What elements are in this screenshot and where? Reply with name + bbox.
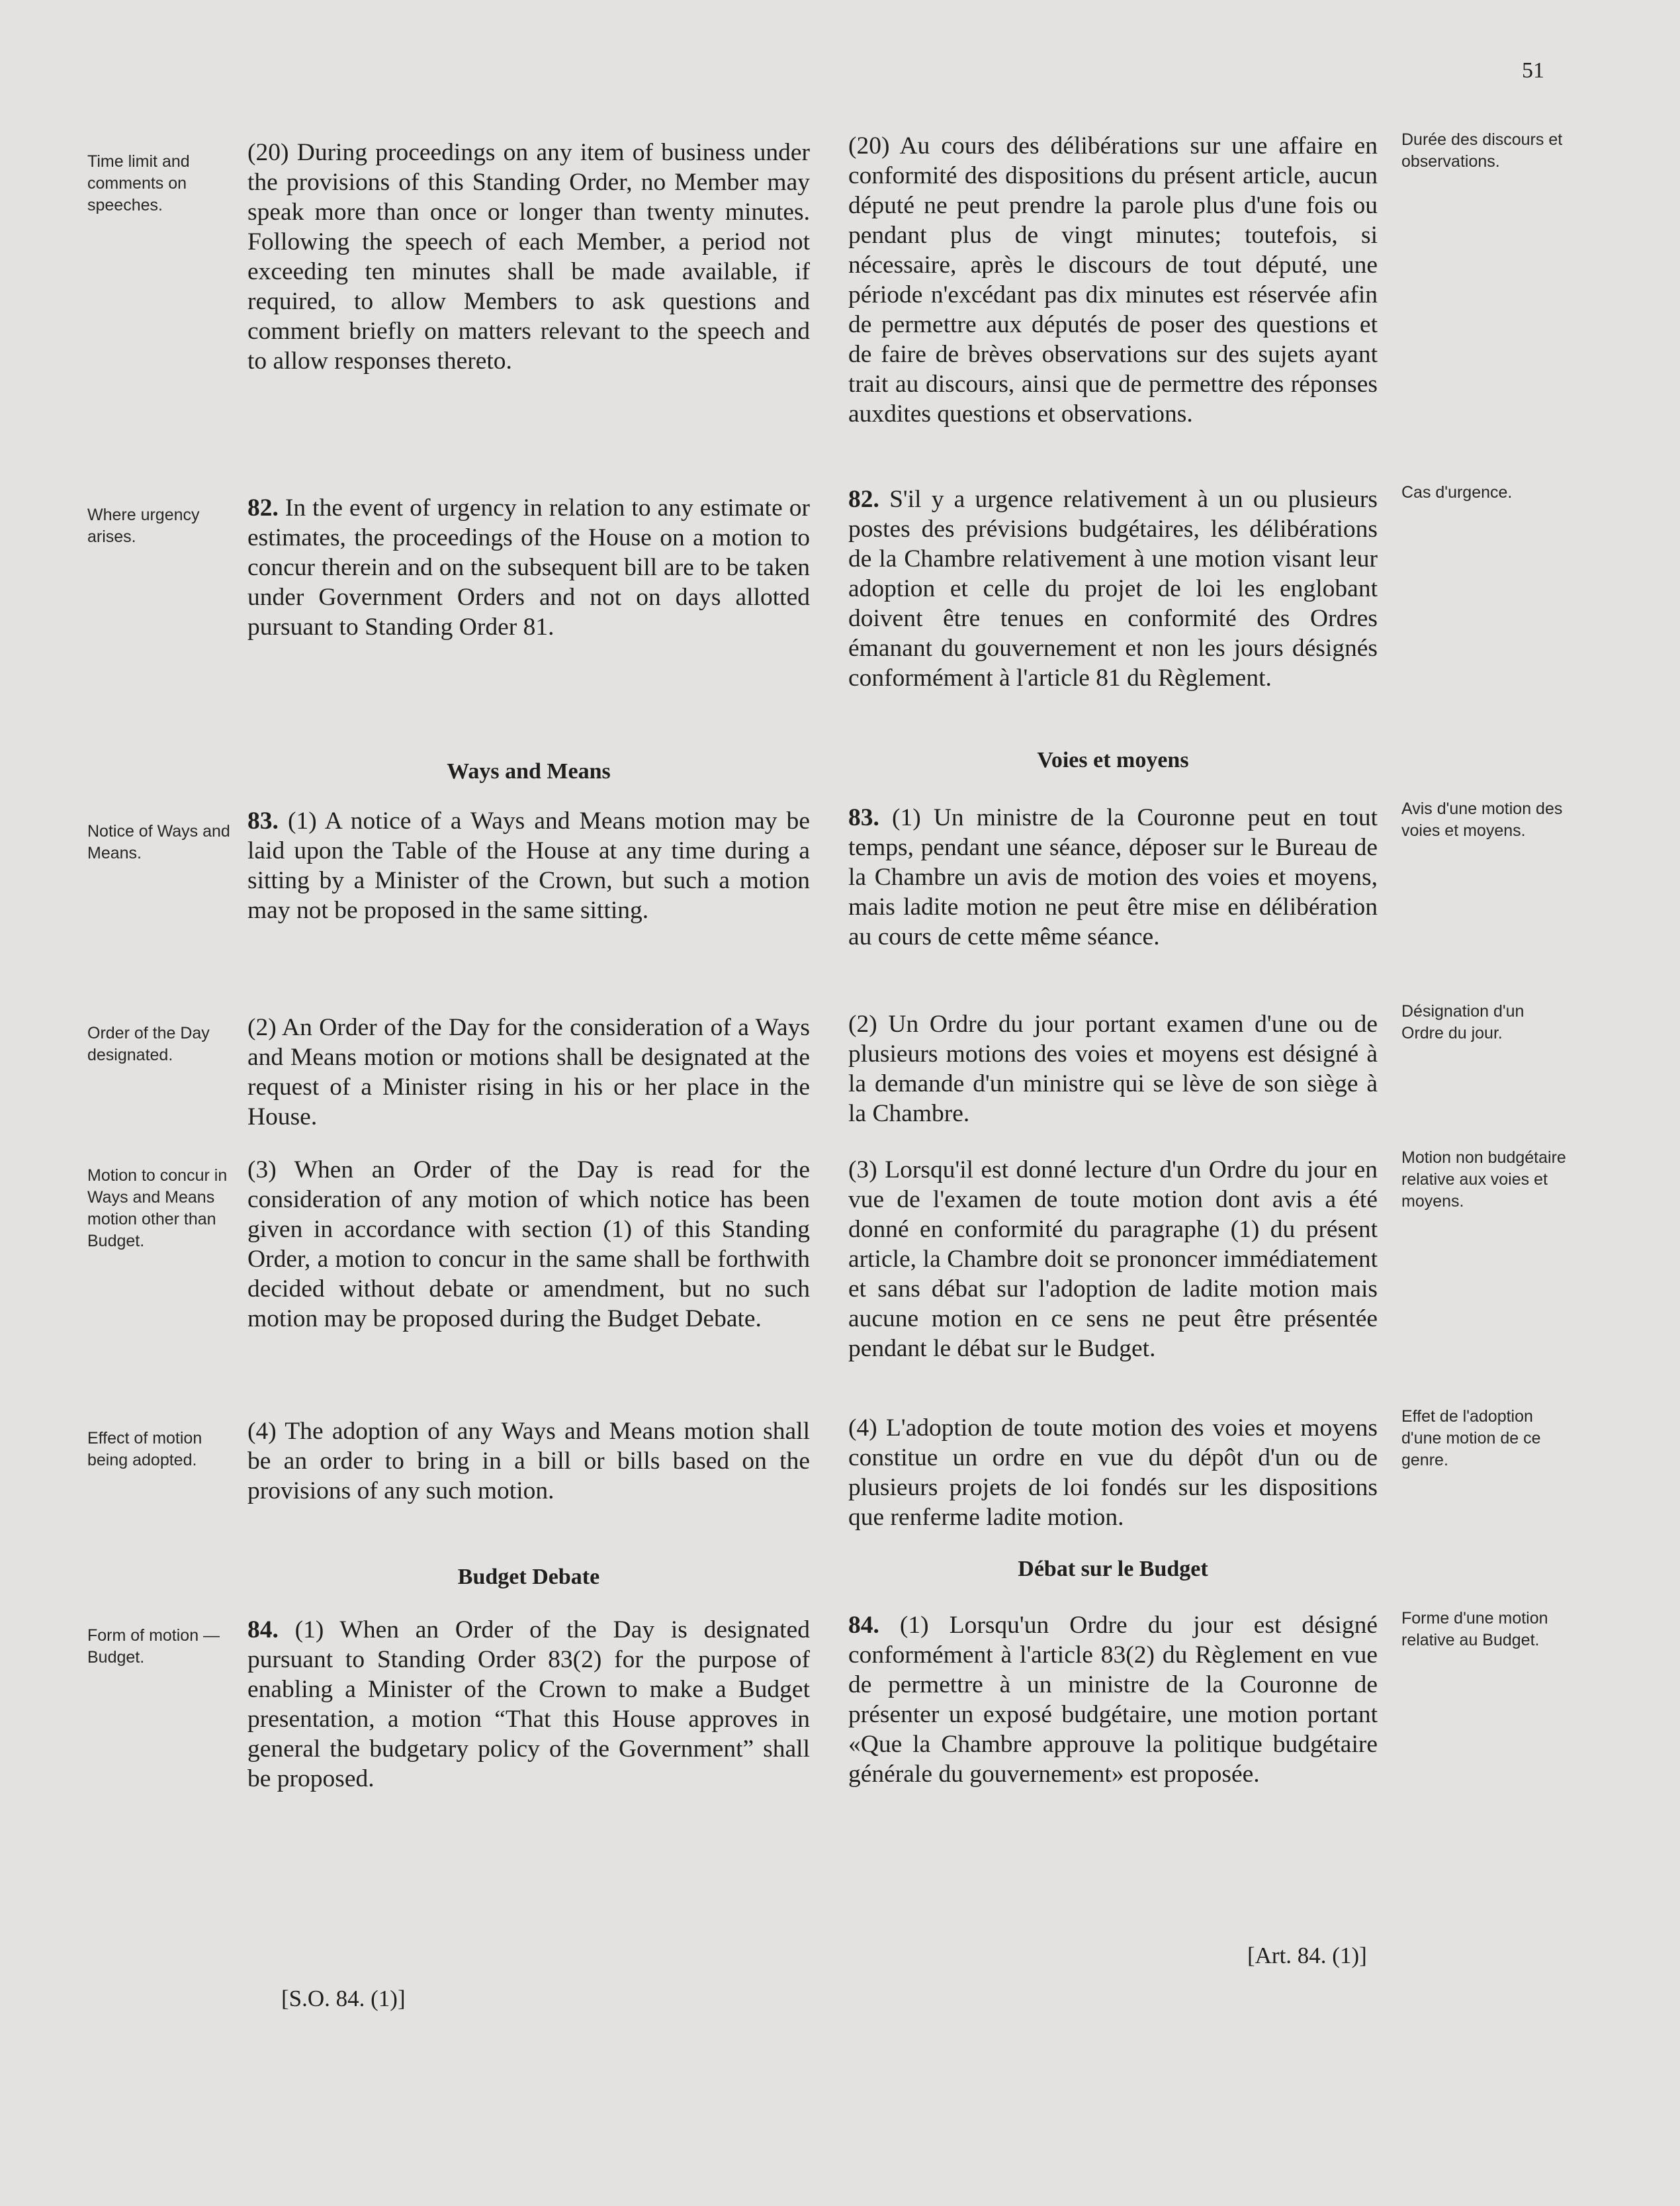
fr-text-83-1: (1) Un ministre de la Couronne peut en tout temps, pendant une séance, déposer sur le Bureau de la Chambre un avis de motion des voies et moyens, mais ladite motion ne peut être mise en délibération au cours de cette même séance. — [848, 804, 1378, 950]
fr-para-83-2: (2) Un Ordre du jour portant examen d'une ou de plusieurs motions des voies et moyens est désigné à la demande d'un ministre qui se lève de son siège à la Chambre. — [848, 1011, 1378, 1127]
sidenote-motion-non: Motion non budgétaire relative aux voies et moyens. — [1401, 1148, 1566, 1211]
en-num-82: 82. — [247, 494, 279, 522]
fr-num-83: 83. — [848, 804, 879, 831]
sidenote-effet: Effet de l'adoption d'une motion de ce genre. — [1401, 1407, 1541, 1469]
sidenote-duree: Durée des discours et observations. — [1401, 130, 1563, 171]
sidenote-order-day: Order of the Day designated. — [87, 1024, 210, 1064]
en-reference: [S.O. 84. (1)] — [281, 1986, 406, 2011]
en-text-84: (1) When an Order of the Day is designated pursuant to Standing Order 83(2) for the purpose of enabling a Minister of the Crown to make a Budget presentation, a motion “That this House approves in general the budgetary policy of the Government” shall be proposed. — [247, 1616, 810, 1792]
fr-para-83-4: (4) L'adoption de toute motion des voies et moyens constitue un ordre en vue du dépôt d'un ou de plusieurs projets de loi fondés sur les dispositions que renferme ladite motion. — [848, 1414, 1378, 1531]
sidenote-avis: Avis d'une motion des voies et moyens. — [1401, 800, 1563, 840]
en-para-83-4: (4) The adoption of any Ways and Means motion shall be an order to bring in a bill or bills based on the provisions of any such motion. — [247, 1418, 810, 1504]
fr-para-82 — [848, 484, 1378, 693]
sidenote-forme: Forme d'une motion relative au Budget. — [1401, 1609, 1548, 1649]
sidenote-motion-concur: Motion to concur in Ways and Means motion other than Budget. — [87, 1166, 228, 1250]
sidenote-time-limit: Time limit and comments on speeches. — [87, 152, 190, 214]
en-para-83-3: (3) When an Order of the Day is read for the consideration of any motion of which notice has been given in accordance with section (1) of this Standing Order, a motion to concur in the same shall be forthwith decided without debate or amendment, but no such motion may be proposed during the Budget Debate. — [247, 1156, 810, 1332]
fr-num-82: 82. — [848, 486, 879, 513]
fr-reference: [Art. 84. (1)] — [1247, 1943, 1367, 1968]
en-num-84: 84. — [247, 1616, 279, 1643]
fr-text-82: S'il y a urgence relativement à un ou plusieurs postes des prévisions budgétaires, les délibérations de la Chambre relativement à une motion visant leur adoption et celle du projet de loi les englobant doivent être tenues en conformité des Ordres émanant du gouvernement et non les jours désignés conformément à l'article 81 du Règlement. — [848, 486, 1378, 692]
fr-heading-budget-debate: Débat sur le Budget — [1018, 1557, 1208, 1581]
sidenote-urgency: Where urgency arises. — [87, 506, 200, 546]
fr-text-84: (1) Lorsqu'un Ordre du jour est désigné conformément à l'article 83(2) du Règlement en vue de permettre à un ministre de la Couronne de présenter un exposé budgétaire, une motion portant «Que la Chambre approuve la politique budgétaire générale du gouvernement» est proposée. — [848, 1612, 1378, 1788]
fr-para-20: (20) Au cours des délibérations sur une affaire en conformité des dispositions du présent article, aucun député ne peut prendre la parole plus d'une fois ou pendant plus de vingt minutes; toutefois, si nécessaire, après le discours de tout député, une période n'excédant pas dix minutes est réservée afin de permettre aux députés de poser des questions et de faire de brèves observations sur des sujets ayant trait au discours, ainsi que de permettre des réponses auxdites questions et observations. — [848, 132, 1378, 428]
en-text-83-1: (1) A notice of a Ways and Means motion may be laid upon the Table of the House at any time during a sitting by a Minister of the Crown, but such a motion may not be proposed in the same sitting. — [247, 807, 810, 924]
sidenote-effect: Effect of motion being adopted. — [87, 1429, 202, 1469]
fr-para-83-3: (3) Lorsqu'il est donné lecture d'un Ordre du jour en vue de l'examen de toute motion dont avis a été donné en conformité du paragraphe (1) du présent article, la Chambre doit se prononcer immédiatement et sans débat sur l'adoption de ladite motion mais aucune motion en ce sens ne peut être présentée pendant le débat sur le Budget. — [848, 1156, 1378, 1362]
en-heading-budget-debate: Budget Debate — [457, 1565, 600, 1589]
en-para-83-2: (2) An Order of the Day for the consideration of a Ways and Means motion or motions shall be designated at the request of a Minister rising in his or her place in the House. — [247, 1014, 810, 1130]
en-para-83-1 — [247, 806, 810, 925]
fr-heading-voies-moyens: Voies et moyens — [1037, 748, 1189, 772]
sidenote-notice-ways-means: Notice of Ways and Means. — [87, 822, 230, 862]
sidenote-designation: Désignation d'un Ordre du jour. — [1401, 1002, 1525, 1042]
en-para-84 — [247, 1615, 810, 1794]
en-text-82: In the event of urgency in relation to any estimate or estimates, the proceedings of the House on a motion to concur therein and on the subsequent bill are to be taken under Government Orders and not on days allotted pursuant to Standing Order 81. — [247, 494, 810, 641]
fr-num-84: 84. — [848, 1612, 879, 1639]
en-heading-ways-means: Ways and Means — [447, 759, 611, 784]
page-number: 51 — [1522, 58, 1544, 83]
en-para-82 — [247, 493, 810, 642]
sidenote-form-motion: Form of motion — Budget. — [87, 1626, 220, 1667]
en-num-83: 83. — [247, 807, 279, 835]
fr-para-83-1 — [848, 803, 1378, 952]
en-para-20: (20) During proceedings on any item of business under the provisions of this Standing Order, no Member may speak more than once or longer than twenty minutes. Following the speech of each Member, a period not exceeding ten minutes shall be made available, if required, to allow Members to ask questions and comment briefly on matters relevant to the speech and to allow responses thereto. — [247, 139, 810, 375]
sidenote-urgence: Cas d'urgence. — [1401, 483, 1513, 502]
fr-para-84 — [848, 1610, 1378, 1789]
